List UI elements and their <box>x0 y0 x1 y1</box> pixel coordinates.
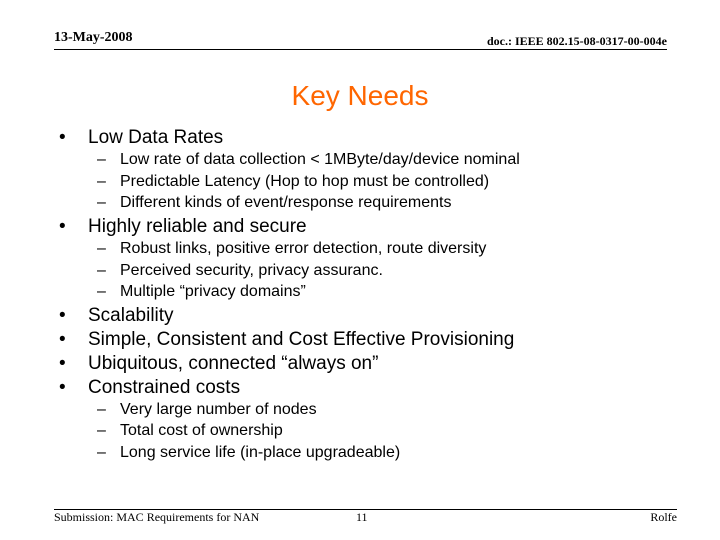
bullet-text: Constrained costs <box>88 377 241 398</box>
sub-bullet-marker: – <box>97 173 106 190</box>
sub-bullet-text: Multiple “privacy domains” <box>120 283 306 300</box>
sub-bullet-marker: – <box>97 283 106 300</box>
bullet-text: Low Data Rates <box>88 127 224 148</box>
sub-bullet-text: Perceived security, privacy assuranc. <box>120 262 383 279</box>
sub-bullet-marker: – <box>97 401 106 418</box>
footer-page-number: 11 <box>356 510 368 524</box>
sub-bullet-marker: – <box>97 194 106 211</box>
bullet-marker: • <box>59 216 66 237</box>
sub-bullet-marker: – <box>97 444 106 461</box>
sub-bullet-text: Total cost of ownership <box>120 422 283 439</box>
header-doc-id: doc.: IEEE 802.15-08-0317-00-004e <box>487 34 667 48</box>
bullet-marker: • <box>59 353 66 374</box>
header-date: 13-May-2008 <box>54 30 133 45</box>
sub-bullet-text: Predictable Latency (Hop to hop must be controlled) <box>120 173 490 190</box>
sub-bullet-marker: – <box>97 240 106 257</box>
bullet-marker: • <box>59 305 66 326</box>
sub-bullet-marker: – <box>97 262 106 279</box>
footer-author: Rolfe <box>650 510 677 524</box>
sub-bullet-text: Very large number of nodes <box>120 401 317 418</box>
slide-title: Key Needs <box>291 80 429 111</box>
sub-bullet-marker: – <box>97 422 106 439</box>
bullet-text: Scalability <box>88 305 174 326</box>
bullet-text: Ubiquitous, connected “always on” <box>88 353 379 374</box>
sub-bullet-text: Different kinds of event/response requirements <box>120 194 452 211</box>
header-divider <box>54 49 667 50</box>
sub-bullet-text: Robust links, positive error detection, route diversity <box>120 240 487 257</box>
footer-submission: Submission: MAC Requirements for NAN <box>54 510 260 524</box>
sub-bullet-text: Low rate of data collection < 1MByte/day/device nominal <box>120 151 520 168</box>
bullet-text: Highly reliable and secure <box>88 216 307 237</box>
bullet-marker: • <box>59 377 66 398</box>
sub-bullet-marker: – <box>97 151 106 168</box>
bullet-text: Simple, Consistent and Cost Effective Provisioning <box>88 329 515 350</box>
bullet-marker: • <box>59 329 66 350</box>
sub-bullet-text: Long service life (in-place upgradeable) <box>120 444 401 461</box>
bullet-marker: • <box>59 127 66 148</box>
